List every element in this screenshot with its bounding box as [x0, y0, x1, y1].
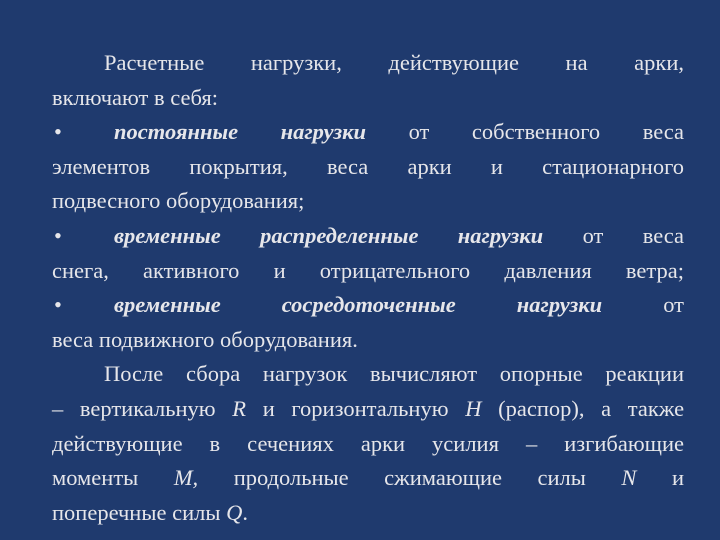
text-fragment: продольные сжимающие силы — [233, 465, 586, 491]
bullet-item-permanent-loads — [52, 115, 684, 150]
symbol-H: H — [465, 395, 482, 421]
bullet-item-distributed-loads — [52, 219, 684, 254]
bullet-1-continuation-1: элементов покрытия, веса арки и стационарного — [52, 153, 684, 179]
bullet-tail: от собственного веса — [408, 119, 685, 145]
bullet-tail: от — [663, 292, 684, 318]
text-fragment: и — [671, 465, 685, 491]
symbol-Q: Q — [226, 499, 243, 525]
bullet-marker: • — [54, 292, 62, 318]
text-fragment: моменты — [52, 465, 139, 491]
text-fragment: . — [242, 499, 248, 525]
conclusion-line-4 — [52, 461, 684, 496]
term-distributed-loads: временные распределенные нагрузки — [114, 222, 544, 248]
term-concentrated-loads: временные сосредоточенные нагрузки — [114, 292, 603, 318]
conclusion-line-5 — [52, 496, 684, 531]
bullet-1-continuation-2: подвесного оборудования; — [52, 188, 305, 214]
bullet-2-continuation-1: снега, активного и отрицательного давления ветра; — [52, 257, 684, 283]
conclusion-line-3: действующие в сечениях арки усилия – изгибающие — [52, 430, 684, 456]
slide-text — [52, 46, 684, 530]
bullet-tail: от веса — [582, 222, 684, 248]
bullet-marker: • — [54, 222, 62, 248]
bullet-3-continuation-1: веса подвижного оборудования. — [52, 326, 358, 352]
conclusion-line-1: После сбора нагрузок вычисляют опорные реакции — [104, 361, 684, 387]
text-fragment: поперечные силы — [52, 499, 221, 525]
symbol-M: M, — [173, 465, 199, 491]
text-fragment: (распор), а также — [498, 395, 685, 421]
term-permanent-loads: постоянные нагрузки — [114, 119, 367, 145]
conclusion-line-2 — [52, 392, 684, 427]
intro-line-2: включают в себя: — [52, 84, 218, 110]
symbol-N: N — [621, 465, 637, 491]
text-fragment: и горизонтальную — [262, 395, 449, 421]
bullet-marker: • — [54, 119, 62, 145]
intro-line-1: Расчетные нагрузки, действующие на арки, — [104, 50, 684, 75]
text-fragment: – вертикальную — [52, 395, 216, 421]
symbol-R: R — [232, 395, 247, 421]
bullet-item-concentrated-loads — [52, 288, 684, 323]
